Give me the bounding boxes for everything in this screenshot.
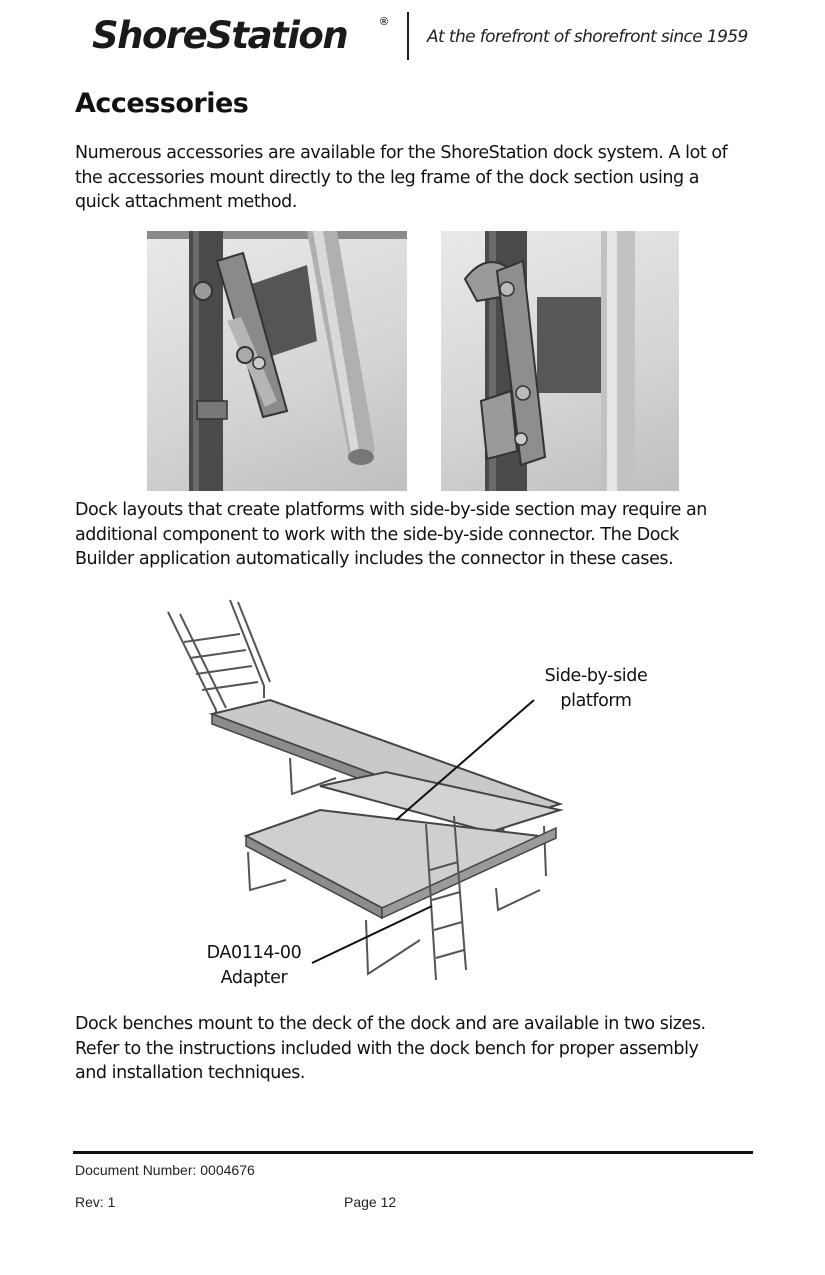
callout-line: DA0114-00 <box>206 943 302 963</box>
benches-paragraph <box>75 1012 765 1086</box>
intro-line: the accessories mount directly to the leg frame of the dock section using a <box>75 167 700 188</box>
callout-adapter <box>196 941 312 991</box>
callout-line: Adapter <box>220 968 288 988</box>
side-by-side-line: Dock layouts that create platforms with side-by-side section may require an <box>75 500 707 520</box>
leg-clamp-photo-2 <box>441 231 679 491</box>
callout-line: platform <box>560 691 632 711</box>
document-number: Document Number: 0004676 <box>75 1162 255 1178</box>
benches-line: and installation techniques. <box>75 1063 306 1083</box>
intro-paragraph <box>75 141 765 215</box>
revision-label: Rev: 1 <box>75 1194 116 1210</box>
intro-line: Numerous accessories are available for the ShoreStation dock system. A lot of <box>75 143 728 163</box>
shorestation-logo: ShoreStation <box>92 14 348 57</box>
footer-rule <box>73 1151 753 1154</box>
section-heading: Accessories <box>75 88 249 119</box>
side-by-side-line: additional component to work with the side-by-side connector. The Dock <box>75 524 679 545</box>
benches-line: Refer to the instructions included with the dock bench for proper assembly <box>75 1038 699 1059</box>
header-divider <box>407 12 409 60</box>
page-number: Page 12 <box>344 1194 397 1210</box>
callout-line: Side-by-side <box>544 666 648 686</box>
benches-line: Dock benches mount to the deck of the dock and are available in two sizes. <box>75 1014 706 1034</box>
leg-clamp-photo-1 <box>147 231 407 491</box>
registered-mark: ® <box>380 16 389 28</box>
side-by-side-line: Builder application automatically includes the connector in these cases. <box>75 549 674 569</box>
callout-side-by-side-platform <box>534 664 658 714</box>
side-by-side-paragraph <box>75 498 765 572</box>
header-tagline: At the forefront of shorefront since 1959 <box>427 27 748 47</box>
dock-layout-diagram <box>160 590 660 1000</box>
intro-line: quick attachment method. <box>75 192 297 212</box>
